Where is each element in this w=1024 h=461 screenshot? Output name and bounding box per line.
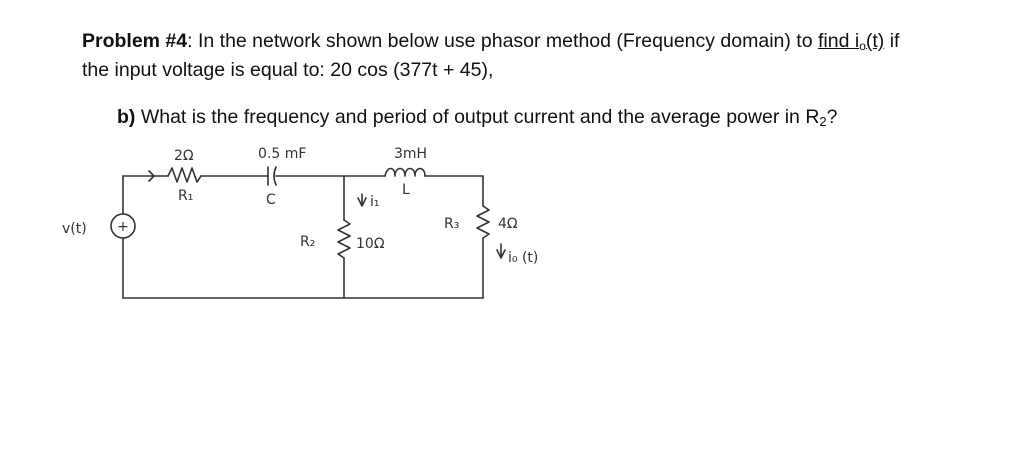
r1-value: 2Ω [174,148,194,164]
problem-line-1 [82,29,899,58]
c-name: C [266,192,276,208]
problem-trail: if [884,30,900,52]
find-sub: o [859,39,866,53]
circuit-diagram [40,138,560,313]
find-tail: (t) [865,30,885,52]
inductor-icon [385,169,425,177]
source-label: v(t) [62,221,87,237]
r1-resistor-icon [168,168,201,182]
part-b-question [117,105,838,134]
r3-value: 4Ω [498,216,518,232]
r2-value: 10Ω [356,236,385,252]
part-b-text: What is the frequency and period of output current and the average power in R [135,106,820,128]
c-value: 0.5 mF [258,146,307,162]
i1-label: i₁ [370,194,380,210]
problem-line-2: the input voltage is equal to: 20 cos (377t + 45), [82,59,494,81]
problem-title: Problem #4 [82,30,188,52]
part-b-label: b) [117,106,136,128]
i1-arrow-icon [358,194,366,206]
l-value: 3mH [394,146,428,162]
problem-colon: : [187,30,193,52]
problem-text: In the network shown below use phasor method (Frequency domain) to [192,30,818,52]
find-label: find i [817,30,860,52]
r1-name: R₁ [178,188,194,204]
io-arrow-icon [497,244,505,258]
find-io-link [818,30,884,52]
part-b-end: ? [826,106,838,128]
r2-name: R₂ [300,234,316,250]
r3-name: R₃ [444,216,460,232]
l-name: L [402,182,410,198]
source-sign: + [117,219,129,235]
part-b-sub: 2 [819,114,827,129]
io-label: i₀ (t) [508,250,539,266]
r2-resistor-icon [338,220,350,258]
r3-resistor-icon [477,206,489,238]
